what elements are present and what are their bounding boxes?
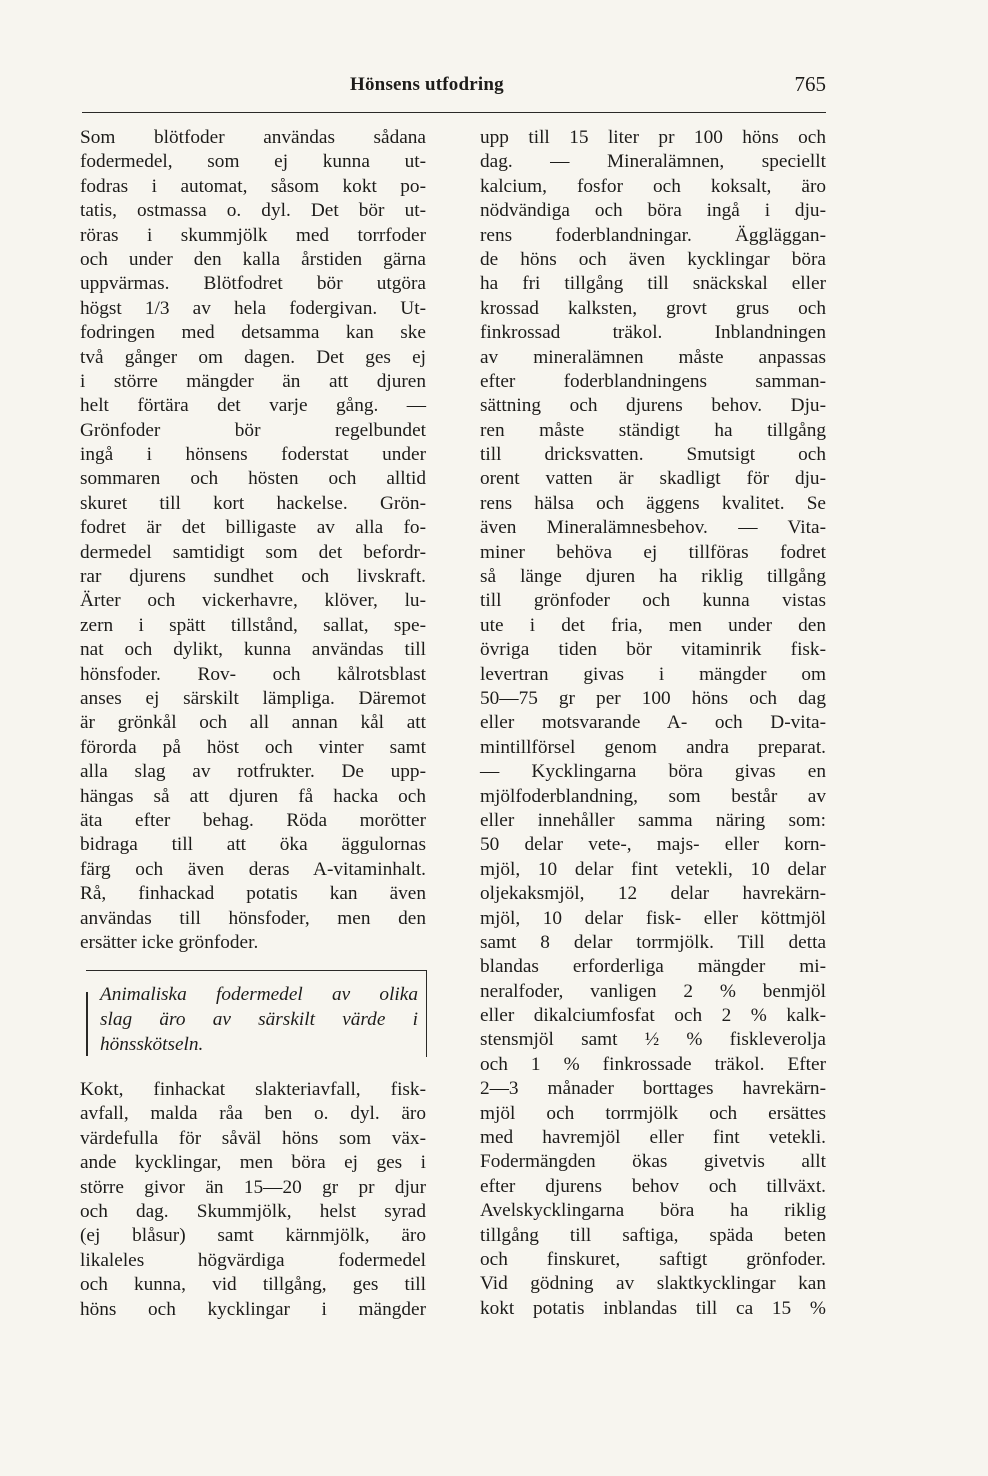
text-line: oljekaksmjöl, 12 delar havrekärn-: [480, 883, 826, 905]
text-line: fodret är det billigaste av alla fo-: [80, 517, 426, 539]
text-line: Rå, finhackad potatis kan även: [80, 883, 426, 905]
text-line: finkrossad träkol. Inblandningen: [480, 322, 826, 344]
text-line: Avelskycklingarna böra ha riklig: [480, 1200, 826, 1222]
text-line: dag. — Mineralämnen, speciellt: [480, 151, 826, 173]
text-line: och 1 % finkrossade träkol. Efter: [480, 1053, 826, 1075]
text-line: eller innehåller samma näring som:: [480, 809, 826, 831]
text-line: alla slag av rotfrukter. De upp-: [80, 761, 426, 783]
text-line: de höns och även kycklingar böra: [480, 248, 826, 270]
text-line: sommaren och hösten och alltid: [80, 468, 426, 490]
text-line: till grönfoder och kunna vistas: [480, 590, 826, 612]
text-line: samt 8 delar torrmjölk. Till detta: [480, 931, 826, 953]
text-line: kokt potatis inblandas till ca 15 %: [480, 1297, 826, 1319]
text-line: hängas så att djuren få hacka och: [80, 785, 426, 807]
text-line: Vid gödning av slaktkycklingar kan: [480, 1273, 826, 1295]
text-line: höns och kycklingar i mängder: [80, 1298, 426, 1320]
text-line: och dag. Skummjölk, helst syrad: [80, 1200, 426, 1222]
text-line: upp till 15 liter pr 100 höns och: [480, 127, 826, 148]
text-line: Ärter och vickerhavre, klöver, lu-: [80, 590, 426, 612]
text-line: ren måste ständigt ha tillgång: [480, 419, 826, 441]
text-line: bidraga till att öka äggulornas: [80, 834, 426, 856]
text-line: eller dikalciumfosfat och 2 % kalk-: [480, 1005, 826, 1027]
right-column: [480, 126, 826, 1321]
text-line: skuret till kort hackelse. Grön-: [80, 492, 426, 514]
text-line: 50—75 gr per 100 höns och dag: [480, 687, 826, 709]
text-line: sättning och djurens behov. Dju-: [480, 395, 826, 417]
left-column-lower: [80, 1078, 426, 1322]
text-line: tatis, ostmassa o. dyl. Det bör ut-: [80, 200, 426, 222]
text-line: röras i skummjölk med torrfoder: [80, 224, 426, 246]
text-line: 2—3 månader borttages havrekärn-: [480, 1078, 826, 1100]
text-line: rens foderblandningar. Äggläggan-: [480, 224, 826, 246]
text-line: slag äro av särskilt värde i: [100, 1009, 418, 1030]
right-paragraph: [480, 126, 826, 1321]
text-line: i större mängder än att djuren: [80, 370, 426, 392]
text-line: (ej blåsur) samt kärnmjölk, äro: [80, 1225, 426, 1247]
text-line: färg och även deras A-vitaminhalt.: [80, 858, 426, 880]
text-line: två gånger om dagen. Det ges ej: [80, 346, 426, 368]
text-line: krossad kalksten, grovt grus och: [480, 297, 826, 319]
text-line: fodermedel, som ej kunna ut-: [80, 151, 426, 173]
text-line: kalcium, fosfor och koksalt, äro: [480, 175, 826, 197]
text-line: med havremjöl eller fint vetekli.: [480, 1127, 826, 1149]
text-line: ingå i hönsens foderstat under: [80, 444, 426, 466]
text-line: — Kycklingarna böra givas en: [480, 761, 826, 783]
page-number: 765: [794, 72, 826, 96]
text-line: Fodermängden ökas givetvis allt: [480, 1151, 826, 1173]
text-line: neralfoder, vanligen 2 % benmjöl: [480, 980, 826, 1002]
text-line: Animaliska fodermedel av olika: [100, 984, 418, 1005]
text-line: anses ej särskilt lämpliga. Däremot: [80, 687, 426, 709]
text-line: av mineralämnen måste anpassas: [480, 346, 826, 368]
text-line: fodringen med detsamma kan ske: [80, 322, 426, 344]
text-line: ute i det fria, men under den: [480, 614, 826, 636]
text-line: efter foderblandningens samman-: [480, 370, 826, 392]
text-line: avfall, malda råa ben o. dyl. äro: [80, 1103, 426, 1125]
text-line: Grönfoder bör regelbundet: [80, 419, 426, 441]
text-line: uppvärmas. Blötfodret bör utgöra: [80, 273, 426, 295]
text-line: högst 1/3 av hela fodergivan. Ut-: [80, 297, 426, 319]
sidebar-box-text: [100, 982, 418, 1057]
text-line: ersätter icke grönfoder.: [80, 931, 259, 953]
text-line: även Mineralämnesbehov. — Vita-: [480, 517, 826, 539]
text-line: mjöl, 10 delar fint vetekli, 10 delar: [480, 858, 826, 880]
text-line: levertran givas i mängder om: [480, 663, 826, 685]
text-line: nat och dylikt, kunna användas till: [80, 639, 426, 661]
text-line: stensmjöl samt ½ % fiskleverolja: [480, 1029, 826, 1051]
text-line: helt förtära det varje gång. —: [80, 395, 426, 417]
text-line: miner behöva ej tillföras fodret: [480, 541, 826, 563]
text-line: ande kycklingar, men böra ej ges i: [80, 1152, 426, 1174]
text-line: Som blötfoder användas sådana: [80, 127, 426, 148]
text-line: och finskuret, saftigt grönfoder.: [480, 1248, 826, 1270]
text-line: och kunna, vid tillgång, ges till: [80, 1274, 426, 1296]
text-line: mjölfoderblandning, som består av: [480, 785, 826, 807]
text-line: ha fri tillgång till snäckskal eller: [480, 273, 826, 295]
text-line: så länge djuren ha riklig tillgång: [480, 566, 826, 588]
text-line: mintillförsel genom andra preparat.: [480, 736, 826, 758]
text-line: orent vatten är skadligt för dju-: [480, 468, 826, 490]
text-line: mjöl och torrmjölk och ersättes: [480, 1102, 826, 1124]
header-rule: [82, 112, 826, 113]
text-line: och under den kalla årstiden gärna: [80, 248, 426, 270]
text-line: efter djurens behov och tillväxt.: [480, 1175, 826, 1197]
left-paragraph-1: [80, 126, 426, 955]
text-line: likaleles högvärdiga fodermedel: [80, 1249, 426, 1271]
text-line: 50 delar vete-, majs- eller korn-: [480, 834, 826, 856]
text-line: zern i spätt tillstånd, sallat, spe-: [80, 614, 426, 636]
text-line: är grönkål och all annan kål att: [80, 712, 426, 734]
text-line: blandas erforderliga mängder mi-: [480, 956, 826, 978]
text-line: rens hälsa och äggens kvalitet. Se: [480, 492, 826, 514]
text-line: nödvändiga och böra ingå i dju-: [480, 200, 826, 222]
text-line: dermedel samtidigt som det befordr-: [80, 541, 426, 563]
text-line: fodras i automat, såsom kokt po-: [80, 175, 426, 197]
text-line: hönsfoder. Rov- och kålrotsblast: [80, 663, 426, 685]
text-line: rar djurens sundhet och livskraft.: [80, 566, 426, 588]
text-line: användas till hönsfoder, men den: [80, 907, 426, 929]
text-line: till dricksvatten. Smutsigt och: [480, 444, 826, 466]
text-line: övriga tiden bör vitaminrik fisk-: [480, 639, 826, 661]
left-column: [80, 126, 426, 955]
text-line: större givor än 15—20 gr pr djur: [80, 1176, 426, 1198]
running-title: Hönsens utfodring: [350, 74, 504, 95]
text-line: hönsskötseln.: [100, 1034, 204, 1055]
text-line: äta efter behag. Röda morötter: [80, 809, 426, 831]
text-line: värdefulla för såväl höns som väx-: [80, 1127, 426, 1149]
text-line: eller motsvarande A- och D-vita-: [480, 712, 826, 734]
text-line: tillgång till saftiga, späda beten: [480, 1224, 826, 1246]
text-line: Kokt, finhackat slakteriavfall, fisk-: [80, 1079, 426, 1100]
left-paragraph-2: [80, 1078, 426, 1322]
sidebar-box-left-rule: [86, 992, 88, 1056]
page-header: [82, 70, 826, 100]
text-line: mjöl, 10 delar fisk- eller köttmjöl: [480, 907, 826, 929]
text-line: förorda på höst och vinter samt: [80, 736, 426, 758]
